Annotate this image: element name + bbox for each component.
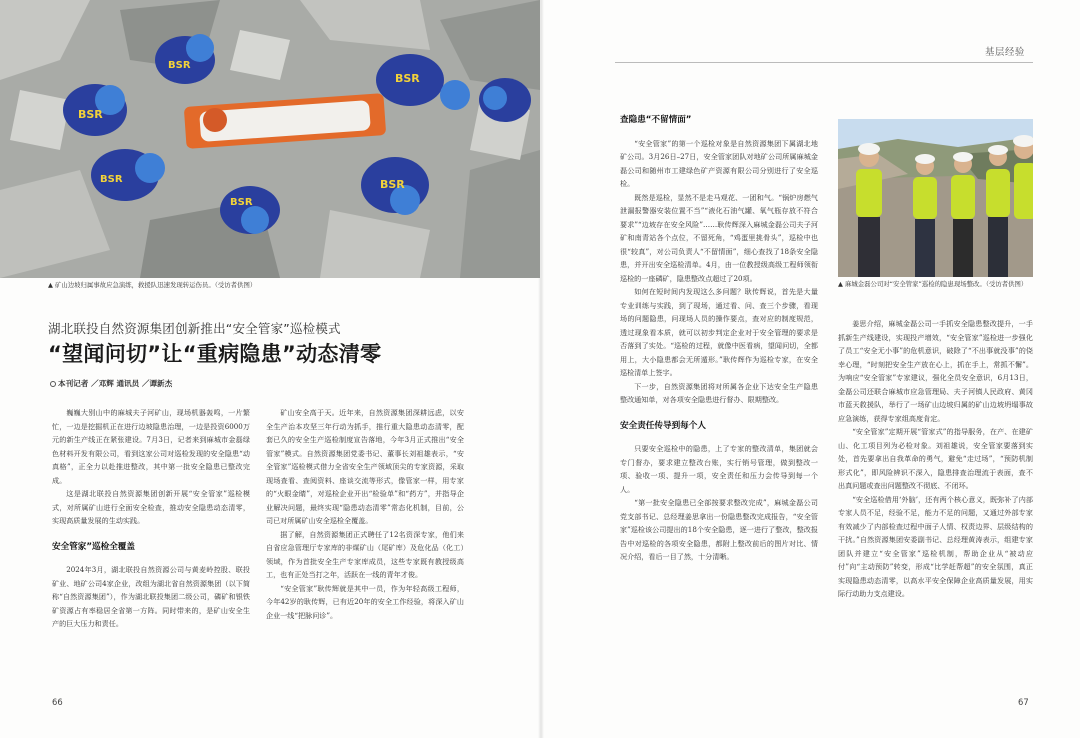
- paragraph: 据了解，自然资源集团正式聘任了12名资深专家，他们来自省应急管理厅专家库的非煤矿山（尾矿库）及危化品（化工）领域，作为首批安全生产专家库成员，这些专家既有教授级高工，也有正处当打之年，活跃在一线的青年才俊。: [266, 529, 464, 579]
- main-photo-caption: ▲ 矿山边坡归属事故应急演练，救援队迅速发现转运伤员。（受访者供图）: [48, 281, 257, 289]
- left-column-2: [266, 406, 464, 622]
- section-heading: 安全责任传导到每个人: [620, 420, 706, 431]
- page-number-left: 66: [52, 697, 63, 707]
- site-inspection-illustration: [838, 119, 1033, 277]
- byline-bullet-icon: [50, 381, 56, 387]
- section-heading: 查隐患“不留情面”: [620, 115, 692, 125]
- paragraph: “安全巡检借用‘外脑’，还有两个核心意义，既弥补了内部专家人员不足，经验不足，能力不足的问题，又通过外部专家有效减少了内部检查过程中面子人情、权责边界、层级结构的干扰。”自然资源集团安委副书记、总经理黄涛表示，组建专家团队并建立“安全管家”巡检机制，帮助企业从“被动应付”向“主动预防”转变，形成“比学赶帮超”的安全氛围，真正实现隐患动态清零，以高水平安全保障企业高质量发展，用实际行动助力支点建设。: [838, 494, 1033, 598]
- right-column-2: [838, 317, 1033, 601]
- paragraph: 既然是巡检，显然不是走马观花、一团和气。“锅炉房燃气泄漏报警器安装位置不当”“液化石油气罐、氧气瓶存放不符合要求”“边坡存在安全风险”……耿传辉深入麻城金磊公司夫子河矿和南青站各个点位，不留死角，“鸡蛋里挑骨头”，巡检中也很“较真”，对公司负责人“不留情面”，细心查找了18条安全隐患，并开出安全巡检清单。4月，由一位教授级高级工程师领衔巡检的一座磷矿，隐患整改点超过了20项。: [620, 192, 818, 283]
- paragraph: 姜思介绍，麻城金磊公司一手抓安全隐患整改提升，一手抓新生产线建设，实现投产增效，“安全管家”巡检进一步强化了员工“安全无小事”的危机意识，破除了“不出事就没事”的侥幸心理，“时刻把安全生产放在心上，抓在手上，常抓不懈”。为响应“安全管家”专家建议，强化全员安全意识，6月13日，金磊公司还联合麻城市应急管理局、夫子河镇人民政府、黄冈市蓝天救援队，举行了一场矿山边坡归属的矿山边坡坍塌事故应急演练，获得专家组高度肯定。: [838, 319, 1033, 423]
- paragraph: 2024年3月，湖北联投自然资源公司与黄麦岭控股、联投矿业、地矿公司4家企业，改组为湖北省自然资源集团（以下简称“自然资源集团”），作为湖北联投集团二级公司，磷矿和银铁矿资源占有率稳居全省第一方阵。同时带来的，是矿山安全生产的巨大压力和责任。: [52, 565, 250, 628]
- paragraph: 矿山安全高于天。近年来，自然资源集团深耕远虑，以安全生产治本攻坚三年行动为抓手，推行重大隐患动态清零，配套已久的安全生产巡检制度宣告落地，今年3月正式推出“安全管家”模式。自然资源集团党委书记、董事长刘祖雄表示，“安全管家”巡检模式借力全省安全生产领域顶尖的专家资源，采取现场查看、查阅资料、座谈交流等形式，像管家一样，用专家的“火眼金睛”，对巡检企业开出“检验单”和“药方”，并指导企业解决问题，最终实现“隐患动态清零”常态化机制，目前，公司已对所属矿山安全巡检全覆盖。: [266, 408, 464, 525]
- section-heading: 安全管家”巡检全覆盖: [52, 541, 135, 552]
- article-kicker: 湖北联投自然资源集团创新推出“安全管家”巡检模式: [48, 321, 341, 336]
- paragraph: “第一批安全隐患已全部按要求整改完成”，麻城金磊公司党支部书记、总经理姜思拿出一份隐患整改完成报告，“安全管家”巡检该公司提出的18个安全隐患，逐一进行了整改，整改报告中对巡检的各项安全隐患，都附上整改前后的图片对比、情况介绍，看后一目了然，十分清晰。: [620, 498, 818, 561]
- left-column-1: [52, 406, 250, 631]
- rescue-drill-illustration: [0, 0, 540, 278]
- article-headline: “望闻问切”让“重病隐患”动态清零: [48, 342, 382, 366]
- section-tag: 基层经验: [985, 47, 1025, 58]
- paragraph: 下一步，自然资源集团将对所属各企业下达安全生产隐患整改通知单，对各项安全隐患进行督办、限期整改。: [620, 381, 818, 404]
- byline-text: 本刊记者 ／邓辉 通讯员 ／谭新杰: [58, 379, 173, 388]
- page-number-right: 67: [1018, 697, 1029, 707]
- paragraph: 这是湖北联投自然资源集团创新开展“安全管家”巡检模式，对所属矿山进行全面安全检查，推动安全隐患动态清零，实现高质量发展的生动实践。: [52, 489, 250, 525]
- rescue-drill-photo: [0, 0, 540, 278]
- svg-text:BSR: BSR: [100, 174, 123, 185]
- svg-text:BSR: BSR: [78, 108, 103, 121]
- svg-text:BSR: BSR: [380, 178, 405, 191]
- side-photo-caption: ▲ 麻城金磊公司对“安全管家”巡检的隐患现场整改。（受访者供图）: [838, 280, 1028, 288]
- site-inspection-photo: [838, 119, 1033, 277]
- paragraph: “安全管家”的第一个巡检对象是自然资源集团下属湖北地矿公司。3月26日–27日，安全管家团队对地矿公司所属麻城金磊公司和随州市工建绿色矿产资源有限公司分别进行了安全巡检。: [620, 138, 818, 188]
- article-byline: [50, 378, 172, 389]
- paragraph: “安全管家”耿传辉就是其中一员，作为年轻高级工程师，今年42岁的耿传辉，已有近20年的安全工作经验，将深入矿山企业一线“把脉问诊”。: [266, 583, 464, 620]
- right-column-1: [620, 114, 818, 564]
- paragraph: 只要安全巡检中的隐患，上了专家的整改清单，集团就会专门督办，要求建立整改台账，实行销号管理，做到整改一项、验收一项、提升一项，安全责任和压力会传导到每一个人。: [620, 444, 818, 494]
- svg-text:BSR: BSR: [230, 197, 253, 208]
- paragraph: 如何在短时间内发现这么多问题？耿传辉说，首先是大量专业训练与实践，到了现场，通过看、问、查三个步骤，看现场的问题隐患，问现场人员的操作要点，查对应的制度规范，透过现象看本质，就可以初步判定企业对于安全管理的要求是否落到了实处。“巡检的过程，就像中医看病，望闻问切，全都用上，大小隐患都会无所遁形。”耿传辉作为巡检专家，在安全巡检清单上签字。: [620, 287, 818, 377]
- header-rule: [615, 62, 1033, 63]
- svg-text:BSR: BSR: [168, 60, 191, 71]
- svg-text:BSR: BSR: [395, 72, 420, 85]
- paragraph: “安全管家”定期开展“管家式”的指导服务，在产、在建矿山、化工项目列为必检对象。刘祖雄说，安全管家要落到实处，首先要拿出自我革命的勇气，避免“走过场”，“预防机制形式化”，即风险辨识不深入，隐患排查治理流于表面，查不出真问题或查出问题整改不彻底、不闭环。: [838, 427, 1033, 490]
- paragraph: 巍巍大别山中的麻城夫子河矿山，现场机器轰鸣，一片繁忙，一边是挖掘机正在进行边坡隐患治理，一边是投资6000万元的新生产线正在紧张建设。7月3日，记者来到麻城市金磊绿色材料开发有限公司，看到这家公司对巡检发现的安全隐患“动真格”，正全力以赴推进整改，其中第一批安全隐患已整改完成。: [52, 408, 250, 485]
